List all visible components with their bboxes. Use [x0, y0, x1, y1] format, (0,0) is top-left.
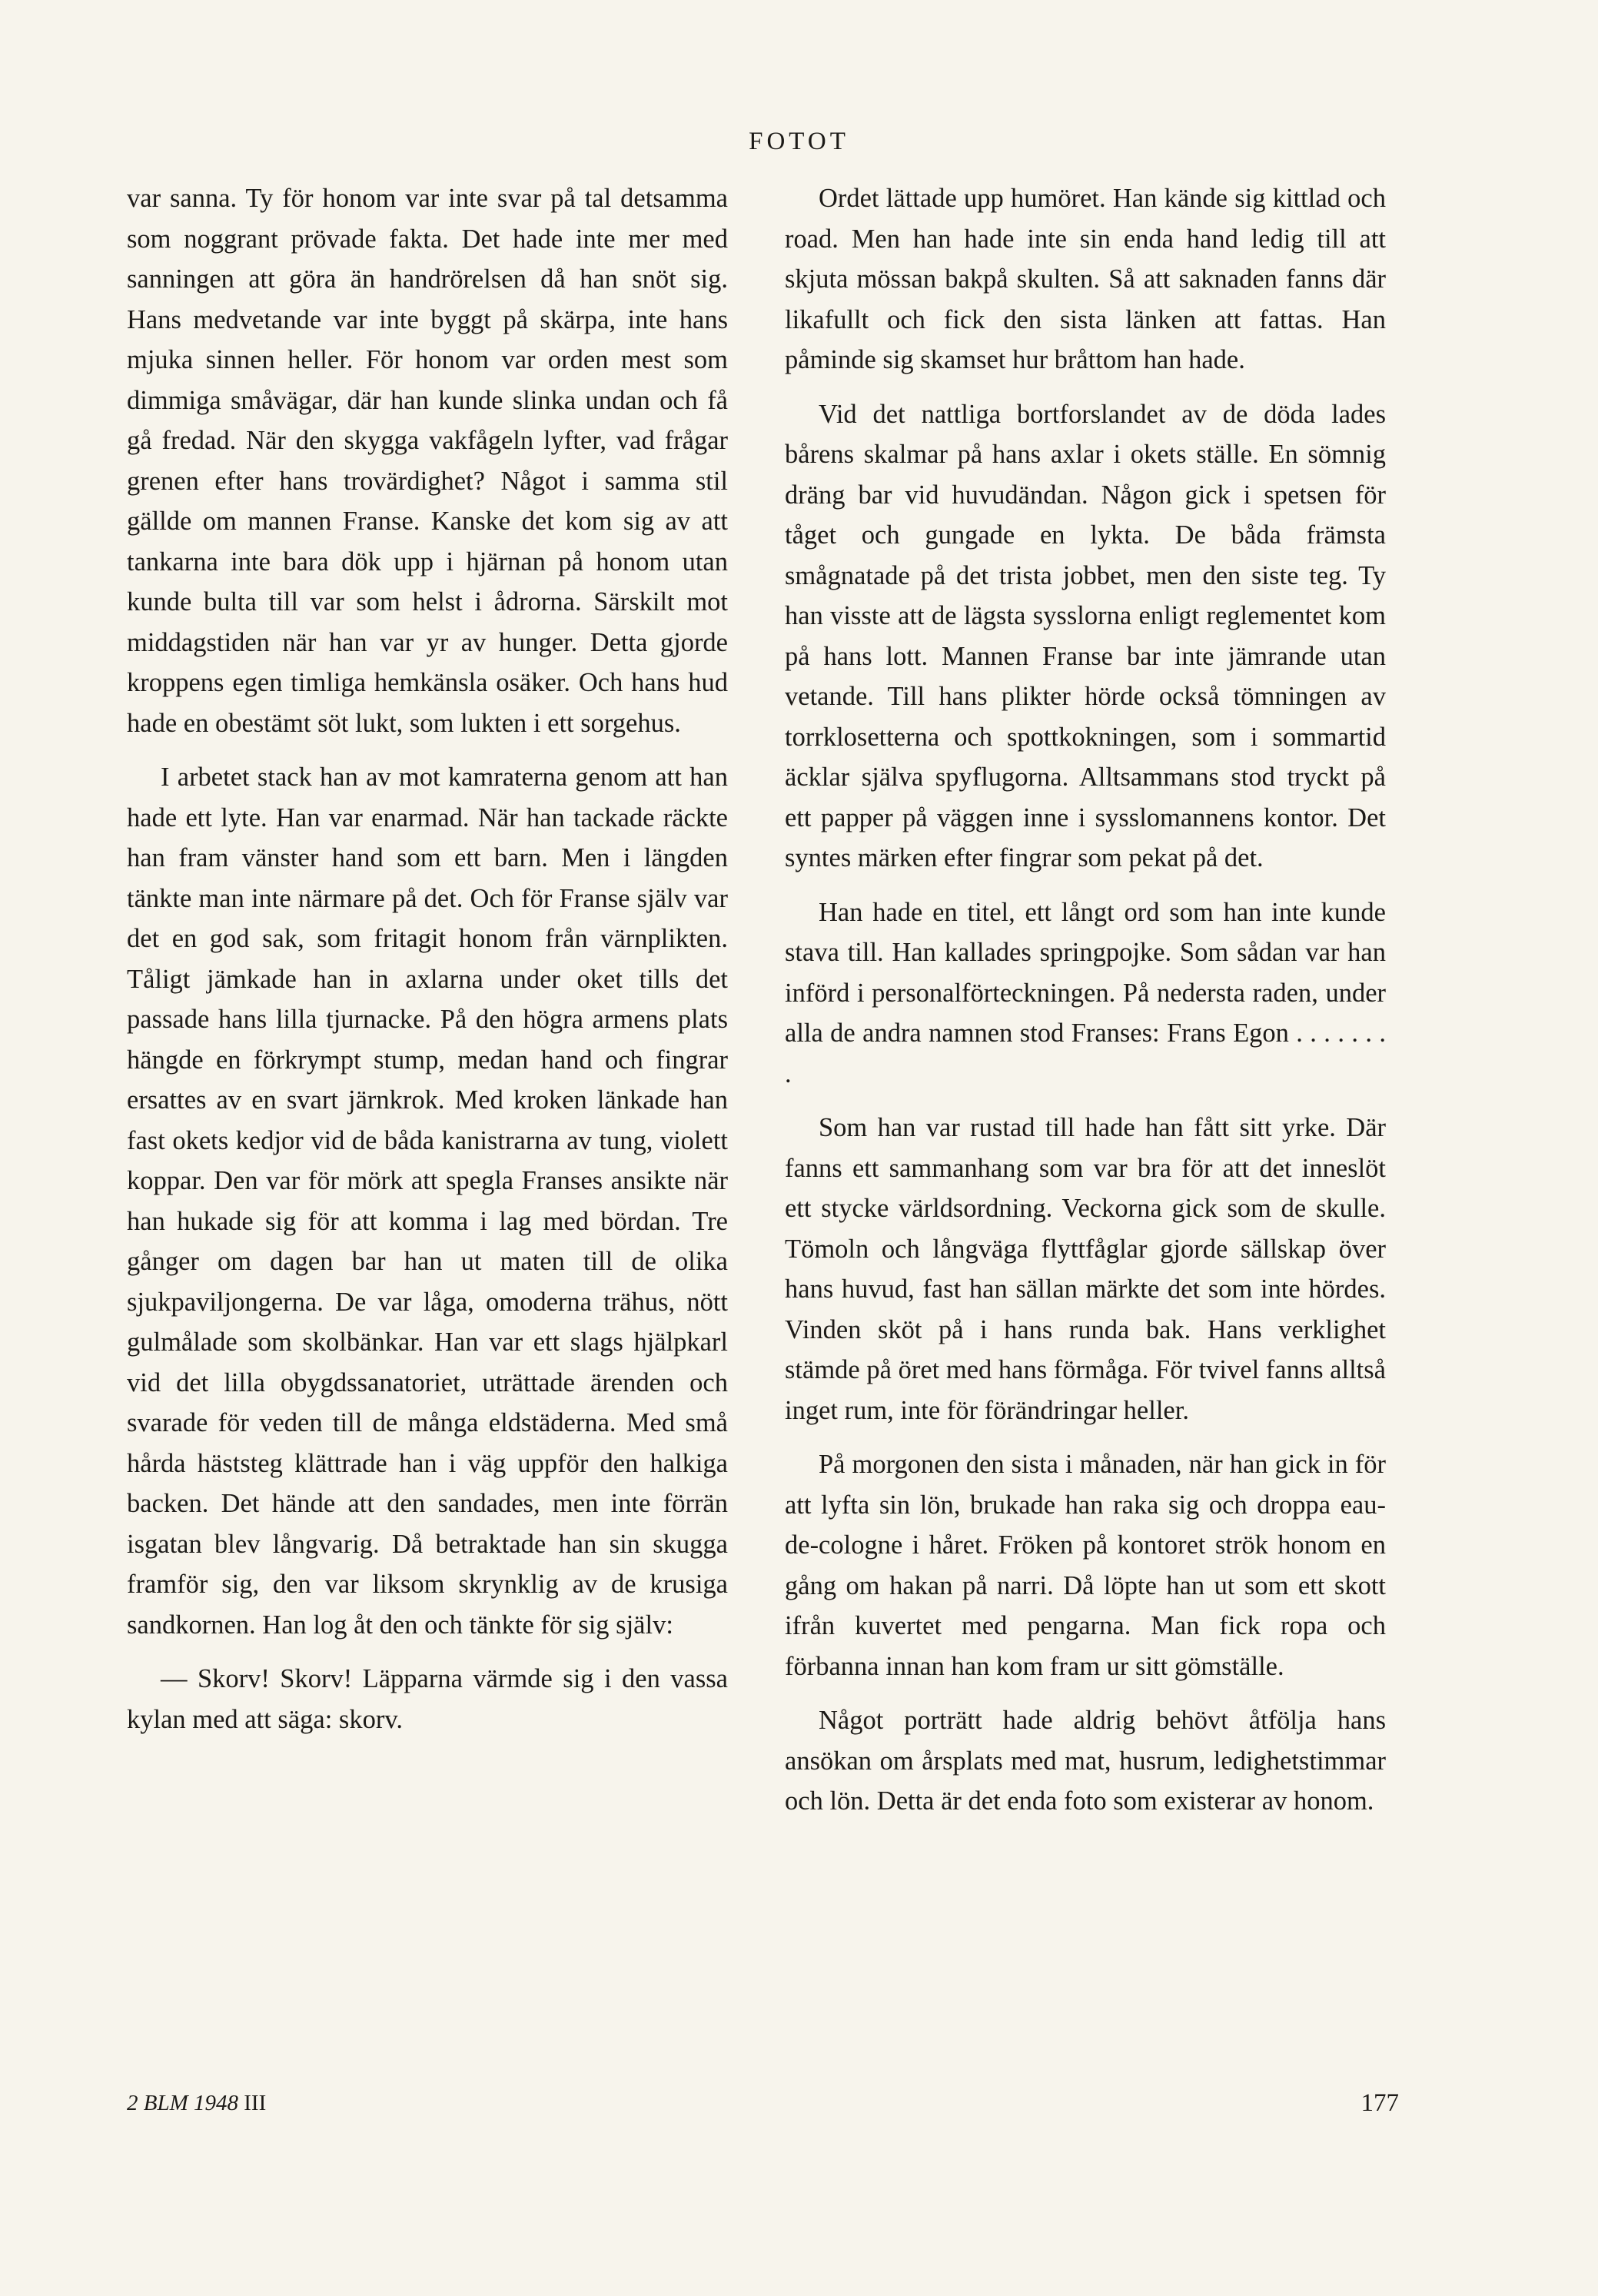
running-head: FOTOT [749, 128, 849, 155]
body-paragraph: Något porträtt hade aldrig behövt åtfölja hans ansökan om årsplats med mat, husrum, ledighetstimmar och lön. Detta är det enda foto som existerar av honom. [785, 1706, 1386, 1816]
dialogue-paragraph: — Skorv! Skorv! Läpparna värmde sig i den vassa kylan med att säga: skorv. [127, 1664, 728, 1734]
right-column [785, 178, 1386, 1836]
signature-mark [127, 2091, 266, 2116]
body-paragraph: Han hade en titel, ett långt ord som han inte kunde stava till. Han kallades springpojke. Som sådan var han införd i personalförteckningen. På nedersta raden, under alla de andra namnen stod Franses: Frans Egon . . . . . . . . [785, 897, 1386, 1088]
signature-roman: III [244, 2091, 267, 2115]
signature-italic: 2 BLM 1948 [127, 2091, 238, 2115]
body-paragraph: I arbetet stack han av mot kamraterna genom att han hade ett lyte. Han var enarmad. När han tackade räckte han fram vänster hand som ett barn. Men i längden tänkte man inte närmare på det. Och för Franse själv var det en god sak, som fritagit honom från värnplikten. Tåligt jämkade han in axlarna under oket tills det passade hans lilla tjurnacke. På den högra armens plats hängde en förkrympt stump, medan hand och fingrar ersattes av en svart järnkrok. Med kroken länkade han fast okets kedjor vid de båda kanistrarna av tung, violett koppar. Den var för mörk att spegla Franses ansikte när han hukade sig för att komma i lag med bördan. Tre gånger om dagen bar han ut maten till de olika sjukpaviljongerna. De var låga, omoderna trähus, nött gulmålade som skolbänkar. Han var ett slags hjälpkarl vid det lilla obygdssanatoriet, uträttade ärenden och svarade för veden till de många eldstäderna. Med små hårda häststeg klättrade han i väg uppför den halkiga backen. Det hände att den sandades, men inte förrän isgatan blev långvarig. Då betraktade han sin skugga framför sig, den var liksom skrynklig av de krusiga sandkornen. Han log åt den och tänkte för sig själv: [127, 763, 728, 1640]
body-paragraph: På morgonen den sista i månaden, när han gick in för att lyfta sin lön, brukade han raka sig och droppa eau-de-cologne i håret. Fröken på kontoret strök honom en gång om hakan på narri. Då löpte han ut som ett skott ifrån kuvertet med pengarna. Man fick ropa och förbanna innan han kom fram ur sitt gömställe. [785, 1450, 1386, 1681]
body-paragraph: Som han var rustad till hade han fått sitt yrke. Där fanns ett sammanhang som var bra för att det inneslöt ett stycke världsordning. Veckorna gick som de skulle. Tömoln och långväga flyttfåglar gjorde sällskap över hans huvud, fast han sällan märkte det som inte hördes. Vinden sköt på i hans runda bak. Hans verklighet stämde på öret med hans förmåga. För tvivel fanns alltså inget rum, inte för förändringar heller. [785, 1113, 1386, 1425]
left-column [127, 178, 728, 1753]
page-number: 177 [1360, 2089, 1399, 2117]
body-paragraph: Ordet lättade upp humöret. Han kände sig kittlad och road. Men han hade inte sin enda hand ledig till att skjuta mössan bakpå skulten. Så att saknaden fanns där likafullt och fick den sista länken att fattas. Han påminde sig skamset hur bråttom han hade. [785, 184, 1386, 374]
body-paragraph: Vid det nattliga bortforslandet av de döda lades bårens skalmar på hans axlar i okets ställe. En sömnig dräng bar vid huvudändan. Någon gick i spetsen för tåget och gungade en lykta. De båda främsta smågnatade på det trista jobbet, men den siste teg. Ty han visste att de lägsta sysslorna enligt reglementet kom på hans lott. Mannen Franse bar inte jämrande utan vetande. Till hans plikter hörde också tömningen av torrklosetterna och spottkokningen, som i sommartid äcklar själva spyflugorna. Alltsammans stod tryckt på ett papper på väggen inne i sysslomannens kontor. Det syntes märken efter fingrar som pekat på det. [785, 399, 1386, 872]
body-paragraph: var sanna. Ty för honom var inte svar på tal detsamma som noggrant prövade fakta. Det hade inte mer med sanningen att göra än handrörelsen då han snöt sig. Hans medvetande var inte byggt på skärpa, inte hans mjuka sinnen heller. För honom var orden mest som dimmiga småvägar, där han kunde slinka undan och få gå fredad. När den skygga vakfågeln lyfter, vad frågar grenen efter hans trovärdighet? Något i samma stil gällde om mannen Franse. Kanske det kom sig av att tankarna inte bara dök upp i hjärnan på honom utan kunde bulta till var som helst i ådrorna. Särskilt mot middagstiden när han var yr av hunger. Detta gjorde kroppens egen timliga hemkänsla osäker. Och hans hud hade en obestämt söt lukt, som lukten i ett sorgehus. [127, 184, 728, 738]
